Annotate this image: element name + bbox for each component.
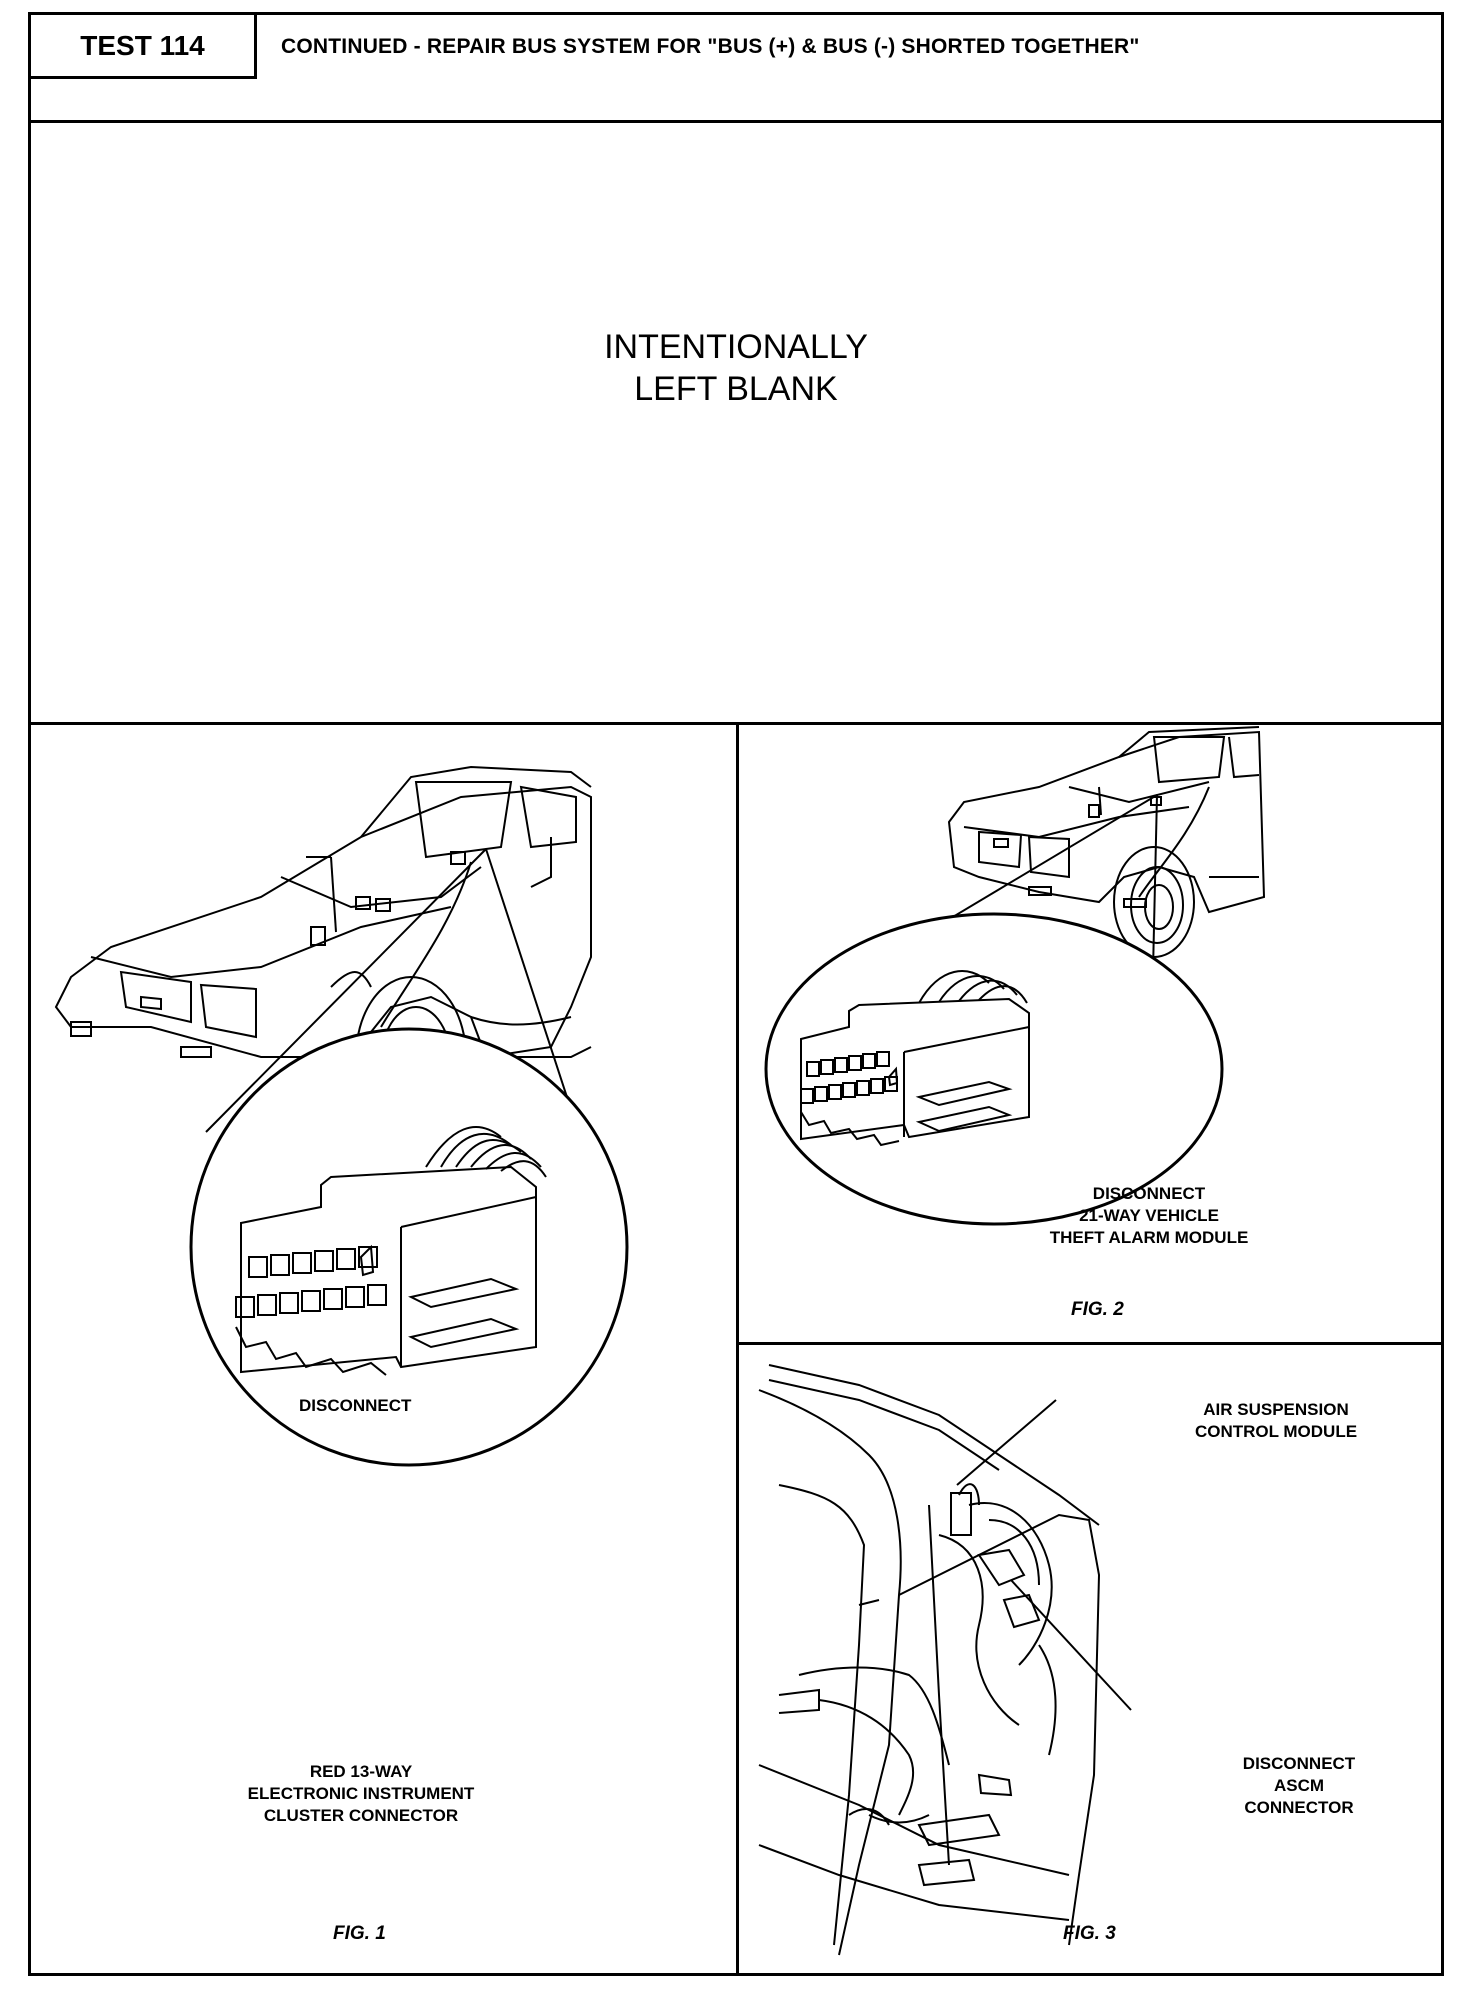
test-number: TEST 114 bbox=[80, 29, 205, 61]
figure-1-caption-line-3: CLUSTER CONNECTOR bbox=[263, 1806, 459, 1825]
figure-3-module-line-2: CONTROL MODULE bbox=[1194, 1422, 1358, 1441]
figure-1-callout: DISCONNECT bbox=[299, 1396, 412, 1415]
page-title: CONTINUED - REPAIR BUS SYSTEM FOR "BUS (+) & BUS (-) SHORTED TOGETHER" bbox=[281, 35, 1140, 58]
figure-2-caption-line-1: DISCONNECT bbox=[1092, 1184, 1206, 1203]
manual-page bbox=[28, 12, 1444, 1976]
figure-2-caption bbox=[1024, 1183, 1274, 1249]
page-header bbox=[31, 15, 1441, 123]
figure-1-caption-line-1: RED 13-WAY bbox=[309, 1762, 413, 1781]
figure-2-label: FIG. 2 bbox=[1071, 1299, 1124, 1320]
figure-3-module-label bbox=[1156, 1399, 1396, 1443]
figure-2-caption-line-3: THEFT ALARM MODULE bbox=[1049, 1228, 1249, 1247]
figure-1-label: FIG. 1 bbox=[333, 1923, 386, 1944]
blank-line-1: INTENTIONALLY bbox=[604, 327, 868, 366]
figure-3-connector-line-1: DISCONNECT bbox=[1242, 1754, 1356, 1773]
figure-3-label: FIG. 3 bbox=[1063, 1923, 1116, 1944]
figure-3-connector-line-3: CONNECTOR bbox=[1244, 1798, 1354, 1817]
figure-3-connector-line-2: ASCM bbox=[1273, 1776, 1325, 1795]
zoom-circle-2 bbox=[766, 914, 1222, 1224]
figure-1-caption bbox=[181, 1761, 541, 1827]
figure-3-module-line-1: AIR SUSPENSION bbox=[1203, 1400, 1349, 1419]
test-number-box bbox=[31, 15, 257, 79]
figure-2-caption-line-2: 21-WAY VEHICLE bbox=[1079, 1206, 1219, 1225]
figure-1-caption-line-2: ELECTRONIC INSTRUMENT bbox=[247, 1784, 475, 1803]
blank-section bbox=[31, 123, 1441, 725]
blank-line-2: LEFT BLANK bbox=[634, 369, 838, 408]
figure-3-connector-label bbox=[1199, 1753, 1399, 1819]
rear-compartment-illustration bbox=[759, 1365, 1099, 1955]
